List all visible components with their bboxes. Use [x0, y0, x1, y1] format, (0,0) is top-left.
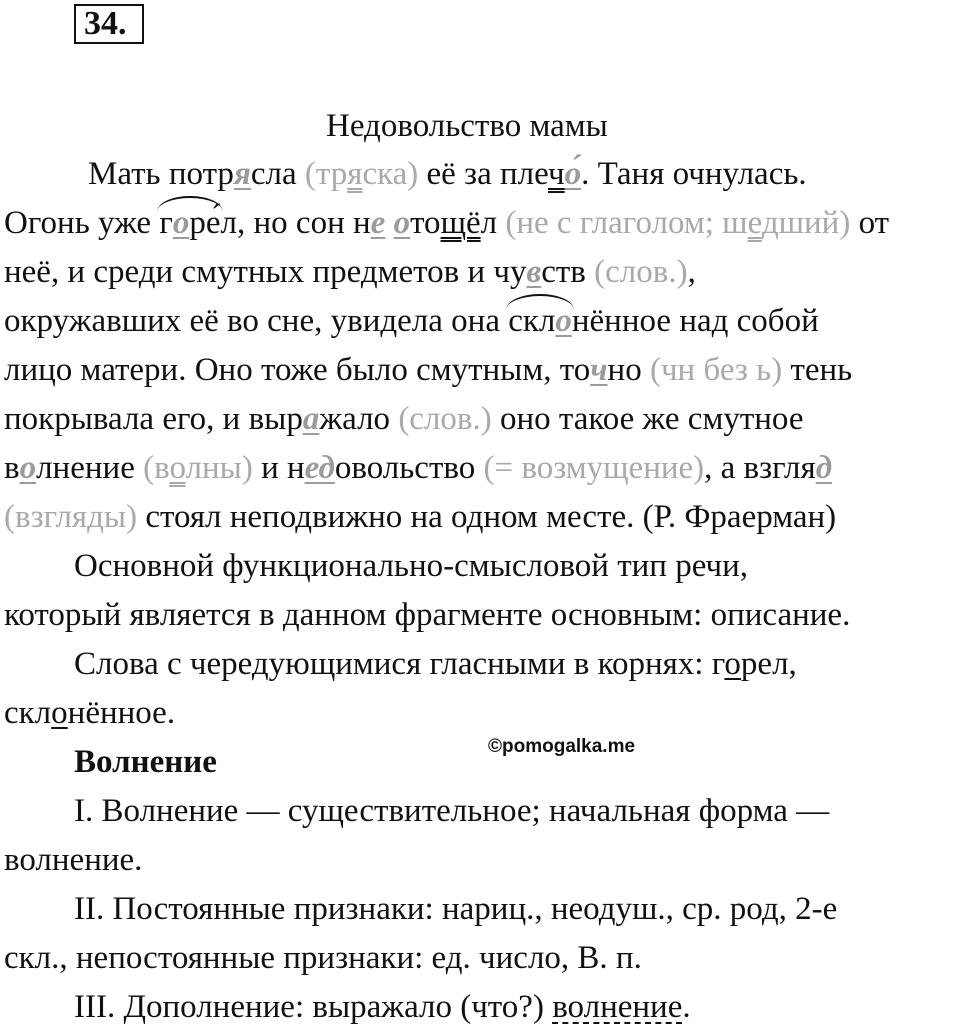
consonant-mark: д [815, 450, 833, 486]
analysis-ii-1: II. Постоянные признаки: нариц., неодуш., ср. род, 2-е [74, 891, 838, 927]
text-span: и н [252, 450, 305, 486]
text-span: от [850, 205, 890, 241]
analysis-i-2: волнение. [4, 842, 143, 878]
object-underline: волнение [552, 989, 683, 1025]
text-span: Мать потр [88, 156, 234, 192]
text-span: лицо матери. Оно тоже было смутным, то [4, 352, 591, 388]
analysis-ii-2: скл., непостоянные признаки: ед. число, В. п. [4, 940, 642, 976]
text-span: то [410, 205, 441, 241]
vowel-mark: о [393, 205, 411, 241]
hint: (слов.) [594, 254, 688, 290]
text-line-type-1: Основной функционально-смысловой тип речи, [74, 548, 749, 584]
hint: (чн без ь) [649, 352, 783, 388]
text-span: тень [782, 352, 853, 388]
vowel-mark: е [370, 205, 386, 241]
text-line-alt-2 [4, 693, 175, 733]
text-span: III. Дополнение: выражало (что?) [74, 989, 553, 1025]
text-title: Недовольство мамы [326, 108, 608, 144]
hint: (не с глаголом; шедший) [505, 205, 851, 241]
letter-mark: ч [547, 156, 565, 192]
text-span: Огонь уже [4, 205, 160, 241]
root-arc: горе́ [159, 205, 221, 241]
text-span: , а взгля [704, 450, 816, 486]
text-span: жало [319, 401, 399, 437]
text-line-7 [4, 448, 832, 488]
vowel-underline: о [51, 695, 68, 731]
text-span: л, но сон н [220, 205, 371, 241]
hint: (= возмущение) [483, 450, 705, 486]
hint: (взгляды) [4, 499, 138, 535]
text-line-8 [4, 497, 836, 537]
text-span: сла [250, 156, 305, 192]
vowel-mark: о [19, 450, 37, 486]
consonant-mark: ч [590, 352, 608, 388]
text-span: л [480, 205, 506, 241]
consonant-mark: в [526, 254, 542, 290]
text-line-alt-1 [74, 644, 797, 684]
analysis-iii: III. Дополнение: выражало (что?) волнение. [74, 989, 691, 1025]
text-span: в [4, 450, 20, 486]
text-span: нённое. [67, 695, 176, 731]
hint: (волны) [143, 450, 253, 486]
text-span: . Таня очнулась. [581, 156, 807, 192]
text-line-3: неё, и среди смутных предметов и чувств (слов.), [4, 254, 696, 290]
prefix-mark: ед [304, 450, 335, 486]
vowel-mark: о́ [564, 156, 582, 192]
vowel-mark: а [302, 401, 320, 437]
text-span: неё, и среди смутных предметов и чу [4, 254, 527, 290]
text-span: её за пле [418, 156, 548, 192]
text-span: покрывала его, и выр [4, 401, 303, 437]
text-span: оно такое же смутное [491, 401, 804, 437]
text-span: Слова с чередующимися гласными в корнях: г [74, 646, 725, 682]
text-line-6 [4, 399, 803, 439]
text-line-5 [4, 350, 852, 390]
text-span: овольство [334, 450, 484, 486]
vowel-mark: я [233, 156, 251, 192]
exercise-number: 34. [74, 4, 144, 44]
section-title: Волнение [74, 744, 217, 780]
text-span: над собой [671, 303, 819, 339]
hint: (слов.) [398, 401, 492, 437]
letter-mark: щё [440, 205, 481, 241]
text-span: скл [4, 695, 52, 731]
root-arc: скло [508, 303, 572, 339]
text-line-type-2: который является в данном фрагменте основным: описание. [4, 597, 851, 633]
text-line-2 [4, 203, 889, 243]
text-span: нённое [571, 303, 672, 339]
text-span: но [607, 352, 650, 388]
text-span: ств [541, 254, 595, 290]
text-line-4 [4, 301, 819, 341]
watermark: ©pomogalka.me [488, 736, 636, 757]
vowel-underline: о [724, 646, 741, 682]
text-span: окружавших её во сне, увидела она [4, 303, 509, 339]
text-span: рел, [740, 646, 797, 682]
text-span: лнение [36, 450, 144, 486]
analysis-i-1: I. Волнение — существительное; начальная форма — [74, 793, 830, 829]
hint: (тряска) [304, 156, 419, 192]
text-line-1 [88, 154, 807, 194]
text-span: стоял неподвижно на одном месте. (Р. Фраерман) [137, 499, 837, 535]
